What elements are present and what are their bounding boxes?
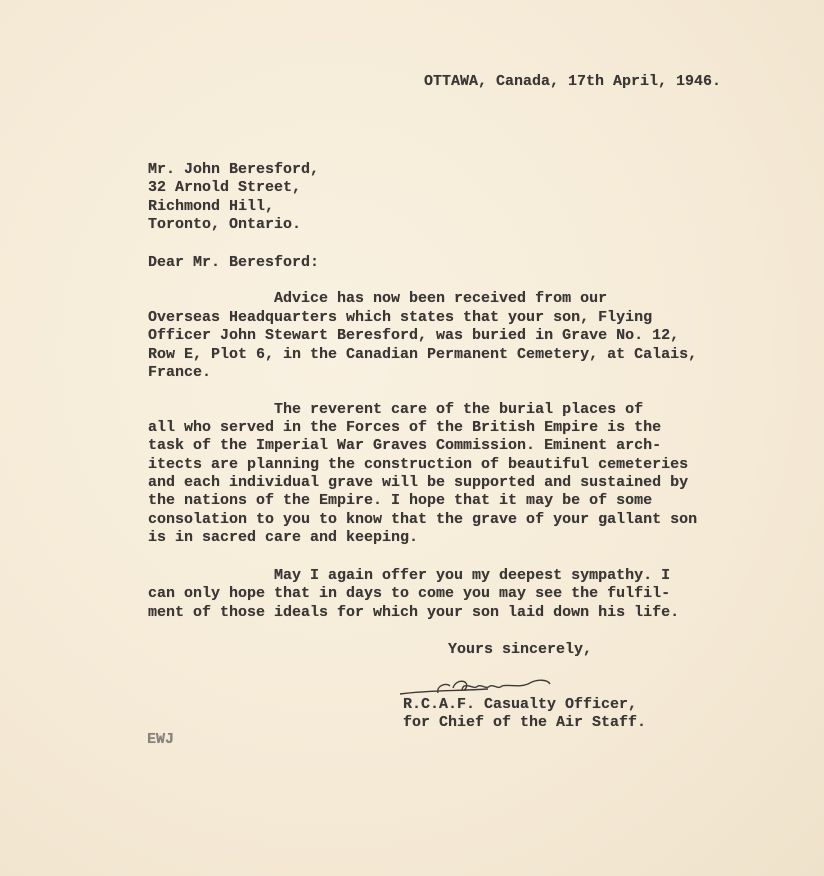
paragraph-line: can only hope that in days to come you may see the fulfil- — [148, 585, 671, 602]
paragraph-line: is in sacred care and keeping. — [148, 529, 419, 546]
paragraph-line: Row E, Plot 6, in the Canadian Permanent Cemetery, at Calais, — [148, 346, 698, 363]
recipient-line: 32 Arnold Street, — [148, 179, 302, 196]
paragraph-line: Officer John Stewart Beresford, was buried in Grave No. 12, — [148, 327, 680, 344]
paragraph-line: and each individual grave will be supported and sustained by — [148, 474, 689, 491]
recipient-line: Toronto, Ontario. — [148, 216, 302, 233]
paragraph-line: itects are planning the construction of beautiful cemeteries — [148, 456, 689, 473]
paragraph-line: consolation to you to know that the grave of your gallant son — [148, 511, 698, 528]
paragraph-line: May I again offer you my deepest sympathy. I — [148, 567, 671, 584]
paragraph-line: The reverent care of the burial places of — [148, 401, 644, 418]
paragraph-line: ment of those ideals for which your son laid down his life. — [148, 604, 680, 621]
paragraph-line: France. — [148, 364, 212, 381]
recipient-line: Mr. John Beresford, — [148, 161, 320, 178]
closing: Yours sincerely, — [448, 641, 593, 658]
paragraph-line: task of the Imperial War Graves Commission. Eminent arch- — [148, 437, 662, 454]
signature-title: for Chief of the Air Staff. — [403, 714, 647, 731]
paragraph-line: Overseas Headquarters which states that your son, Flying — [148, 309, 653, 326]
date-line: OTTAWA, Canada, 17th April, 1946. — [424, 73, 722, 90]
salutation: Dear Mr. Beresford: — [148, 254, 320, 271]
recipient-line: Richmond Hill, — [148, 198, 275, 215]
signature-title: R.C.A.F. Casualty Officer, — [403, 696, 638, 713]
paragraph-line: all who served in the Forces of the British Empire is the — [148, 419, 662, 436]
typist-initials: EWJ — [147, 731, 175, 748]
paragraph-line: the nations of the Empire. I hope that it may be of some — [148, 492, 653, 509]
paragraph-line: Advice has now been received from our — [148, 290, 608, 307]
